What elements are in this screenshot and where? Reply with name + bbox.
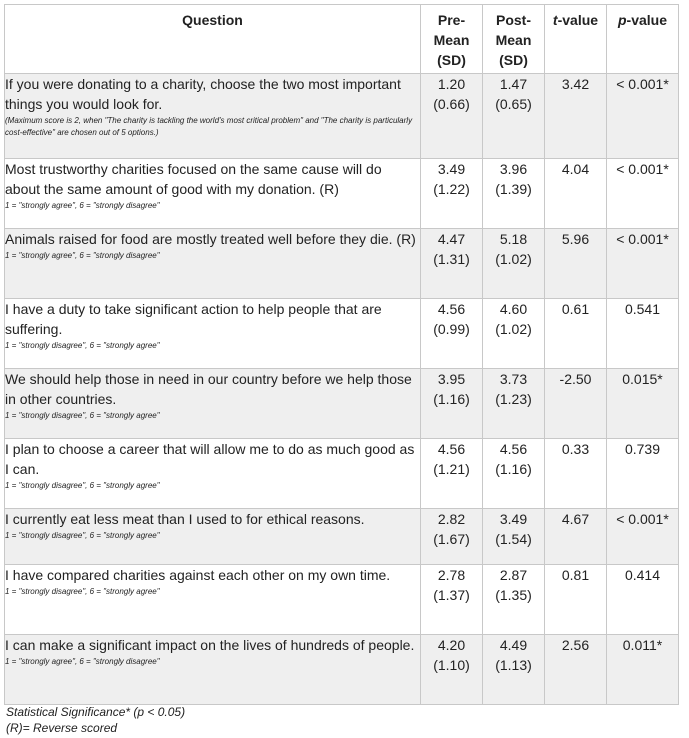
question-text: I have a duty to take significant action to help people that are suffering. [5, 301, 382, 337]
pre-mean-cell: 4.20 (1.10) [421, 635, 483, 705]
question-cell [5, 565, 421, 635]
t-value-cell: 3.42 [545, 74, 607, 159]
header-pre-mean: Pre- Mean (SD) [421, 5, 483, 74]
table-row [5, 635, 679, 705]
reverse-scored-note: (R)= Reverse scored [6, 721, 118, 735]
p-value-cell: 0.015* [607, 369, 679, 439]
question-text: I have compared charities against each other on my own time. [5, 567, 391, 583]
question-text: If you were donating to a charity, choose the two most important things you would look for. [5, 76, 401, 112]
scale-note: 1 = "strongly disagree", 6 = "strongly agree" [5, 531, 160, 540]
post-mean-cell: 4.56 (1.16) [483, 439, 545, 509]
question-cell [5, 74, 421, 159]
post-mean-cell: 3.49 (1.54) [483, 509, 545, 565]
header-question: Question [5, 5, 421, 74]
question-cell [5, 159, 421, 229]
table-row [5, 159, 679, 229]
scale-note: 1 = "strongly disagree", 6 = "strongly agree" [5, 481, 160, 490]
post-mean-cell: 1.47 (0.65) [483, 74, 545, 159]
pre-mean-cell: 1.20 (0.66) [421, 74, 483, 159]
question-cell [5, 229, 421, 299]
table-row [5, 229, 679, 299]
p-value-cell: 0.739 [607, 439, 679, 509]
question-text: I currently eat less meat than I used to for ethical reasons. [5, 511, 365, 527]
scale-note: (Maximum score is 2, when "The charity is tackling the world's most critical problem" and "The charity is particularly cost-effective" are chosen out of 5 options.) [5, 116, 413, 137]
p-value-cell: < 0.001* [607, 229, 679, 299]
p-value-cell: < 0.001* [607, 74, 679, 159]
pre-mean-cell: 4.56 (1.21) [421, 439, 483, 509]
question-text: We should help those in need in our country before we help those in other countries. [5, 371, 412, 407]
post-mean-cell: 3.73 (1.23) [483, 369, 545, 439]
t-value-cell: 0.61 [545, 299, 607, 369]
post-mean-cell: 4.60 (1.02) [483, 299, 545, 369]
scale-note: 1 = "strongly agree", 6 = "strongly disagree" [5, 251, 160, 260]
post-mean-cell: 5.18 (1.02) [483, 229, 545, 299]
question-cell [5, 369, 421, 439]
t-value-cell: 5.96 [545, 229, 607, 299]
pre-mean-cell: 3.49 (1.22) [421, 159, 483, 229]
t-value-cell: 4.67 [545, 509, 607, 565]
header-t-value: t-value [545, 5, 607, 74]
pre-mean-cell: 3.95 (1.16) [421, 369, 483, 439]
header-post-mean: Post- Mean (SD) [483, 5, 545, 74]
question-cell [5, 635, 421, 705]
table-row [5, 299, 679, 369]
question-text: Most trustworthy charities focused on the same cause will do about the same amount of good with my donation. (R) [5, 161, 382, 197]
significance-note: Statistical Significance* (p < 0.05) [6, 705, 186, 719]
question-text: I plan to choose a career that will allow me to do as much good as I can. [5, 441, 415, 477]
p-value-cell: 0.541 [607, 299, 679, 369]
pre-mean-cell: 4.47 (1.31) [421, 229, 483, 299]
t-value-cell: 4.04 [545, 159, 607, 229]
p-value-cell: 0.011* [607, 635, 679, 705]
t-value-cell: 2.56 [545, 635, 607, 705]
question-cell [5, 299, 421, 369]
t-value-cell: 0.33 [545, 439, 607, 509]
table-row [5, 509, 679, 565]
p-value-cell: < 0.001* [607, 159, 679, 229]
table-row [5, 369, 679, 439]
pre-mean-cell: 2.82 (1.67) [421, 509, 483, 565]
t-value-cell: 0.81 [545, 565, 607, 635]
pre-mean-cell: 2.78 (1.37) [421, 565, 483, 635]
scale-note: 1 = "strongly disagree", 6 = "strongly agree" [5, 587, 160, 596]
post-mean-cell: 3.96 (1.39) [483, 159, 545, 229]
question-text: Animals raised for food are mostly treated well before they die. (R) [5, 231, 416, 247]
scale-note: 1 = "strongly agree", 6 = "strongly disagree" [5, 657, 160, 666]
table-row [5, 439, 679, 509]
table-row [5, 565, 679, 635]
results-table [4, 4, 679, 705]
scale-note: 1 = "strongly agree", 6 = "strongly disagree" [5, 201, 160, 210]
scale-note: 1 = "strongly disagree", 6 = "strongly agree" [5, 411, 160, 420]
header-p-value: p-value [607, 5, 679, 74]
p-value-cell: < 0.001* [607, 509, 679, 565]
t-value-cell: -2.50 [545, 369, 607, 439]
table-row [5, 74, 679, 159]
question-cell [5, 509, 421, 565]
p-value-cell: 0.414 [607, 565, 679, 635]
post-mean-cell: 2.87 (1.35) [483, 565, 545, 635]
pre-mean-cell: 4.56 (0.99) [421, 299, 483, 369]
scale-note: 1 = "strongly disagree", 6 = "strongly agree" [5, 341, 160, 350]
question-text: I can make a significant impact on the lives of hundreds of people. [5, 637, 415, 653]
header-row [5, 5, 679, 74]
post-mean-cell: 4.49 (1.13) [483, 635, 545, 705]
question-cell [5, 439, 421, 509]
